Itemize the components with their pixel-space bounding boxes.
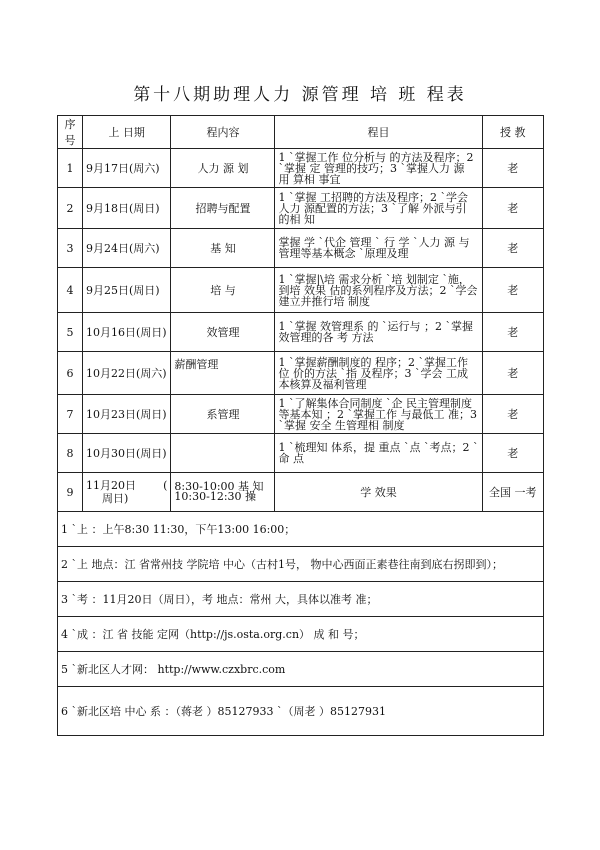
row-teacher: 全国 一考 [482,473,543,512]
note-text: 5 `新北区人才网： http://www.czxbrc.com [58,652,544,687]
row-course: 基 知 [171,229,275,268]
row-teacher: 老 [482,395,543,434]
row-no: 1 [58,149,83,188]
row-no: 4 [58,268,83,313]
note-row [58,512,544,547]
final-date-paren: ( [163,479,168,492]
row-item: 掌握 学 `代企 管理 ` 行 学 `人力 源 与管理等基本概念 `原理及理 [275,229,482,268]
row-no: 9 [58,473,83,512]
row-teacher: 老 [482,352,543,395]
table-row [58,268,544,313]
header-teacher: 授 教 [482,116,543,149]
row-date: 10月16日(周日) [82,313,170,352]
note-row [58,547,544,582]
header-date: 上 日期 [82,116,170,149]
session-1: 8:30-10:00 基 知 [174,480,264,493]
row-teacher: 老 [482,188,543,229]
note-text: 3 `考 ：11月20日（周日），考 地点：常州 大，具体以准考 准； [58,582,544,617]
note-text: 1 `上 ：上午8:30 11:30，下午13:00 16:00； [58,512,544,547]
row-no: 7 [58,395,83,434]
table-row [58,313,544,352]
note-row [58,652,544,687]
row-teacher: 老 [482,149,543,188]
row-no: 3 [58,229,83,268]
note-row [58,617,544,652]
row-item: 1 `掌握工作 位分析与 的方法及程序；2 `掌握 定 管理的技巧；3 `掌握人力 源 用 算相 事宜 [275,149,482,188]
row-course [171,434,275,473]
row-item: 1 `梳理知 体系，提 重点 `点 `考点；2 ` 命 点 [275,434,482,473]
row-item: 1 `了解集体合同制度 `企 民主管理制度等基本知 ；2 `掌握工作 与最低工 准；3 `掌握 安全 生管理相 制度 [275,395,482,434]
row-no: 5 [58,313,83,352]
note-row [58,582,544,617]
table-row [58,188,544,229]
row-teacher: 老 [482,313,543,352]
row-date: 9月18日(周日) [82,188,170,229]
header-no: 序号 [58,116,83,149]
note-text: 4 `成 ：江 省 技能 定网（http://js.osta.org.cn） 成 和 号； [58,617,544,652]
row-course: 人力 源 划 [171,149,275,188]
row-no: 8 [58,434,83,473]
note-text: 6 `新北区培 中心 系 ：（蒋老 ）85127933 `（周老 ）85127931 [58,687,544,736]
row-item: 1 `掌握|\培 需求分析 `培 划制定 `施，到培 效果 估的系列程序及方法；2 `学会建立并推行培 制度 [275,268,482,313]
note-text: 2 `上 地点：江 省常州技 学院培 中心（古村1号， 物中心西面正素巷往南到底右拐即到）； [58,547,544,582]
row-course: 培 与 [171,268,275,313]
row-date: 10月22日(周六) [82,352,170,395]
final-date-line2: 周日) [101,492,129,505]
row-item: 学 效果 [275,473,482,512]
table-row-final [58,473,544,512]
row-date: 9月25日(周日) [82,268,170,313]
row-date: 9月24日(周六) [82,229,170,268]
table-row [58,352,544,395]
row-course: 系管理 [171,395,275,434]
row-no: 2 [58,188,83,229]
table-row [58,229,544,268]
page-title: 第十八期助理人力 源管理 培 班 程表 [133,85,467,105]
row-item: 1 `掌握 效管理系 的 `运行与 ；2 `掌握 效管理的各 考 方法 [275,313,482,352]
row-teacher: 老 [482,229,543,268]
row-item: 1 `掌握薪酬制度的 程序；2 `掌握工作 位 价的方法 `指 及程序；3 `学会 工成本核算及福利管理 [275,352,482,395]
row-teacher: 老 [482,434,543,473]
table-row [58,434,544,473]
row-course: 效管理 [171,313,275,352]
row-date: 9月17日(周六) [82,149,170,188]
row-teacher: 老 [482,268,543,313]
row-course: 招聘与配置 [171,188,275,229]
row-date: 10月30日(周日) [82,434,170,473]
table-row [58,149,544,188]
note-row [58,687,544,736]
session-2: 10:30-12:30 操 [174,490,257,503]
row-sessions [171,473,275,512]
row-course: 薪酬管理 [171,352,275,395]
schedule-table [57,115,544,736]
table-row [58,395,544,434]
row-no: 6 [58,352,83,395]
final-date-line1: 11月20日 [85,479,136,492]
header-item: 程目 [275,116,482,149]
table-header-row [58,116,544,149]
row-date: 10月23日(周日) [82,395,170,434]
row-date [82,473,170,512]
row-item: 1 `掌握 工招聘的方法及程序；2 `学会人力 源配置的方法；3 `了解 外派与引 的相 知 [275,188,482,229]
header-course: 程内容 [171,116,275,149]
